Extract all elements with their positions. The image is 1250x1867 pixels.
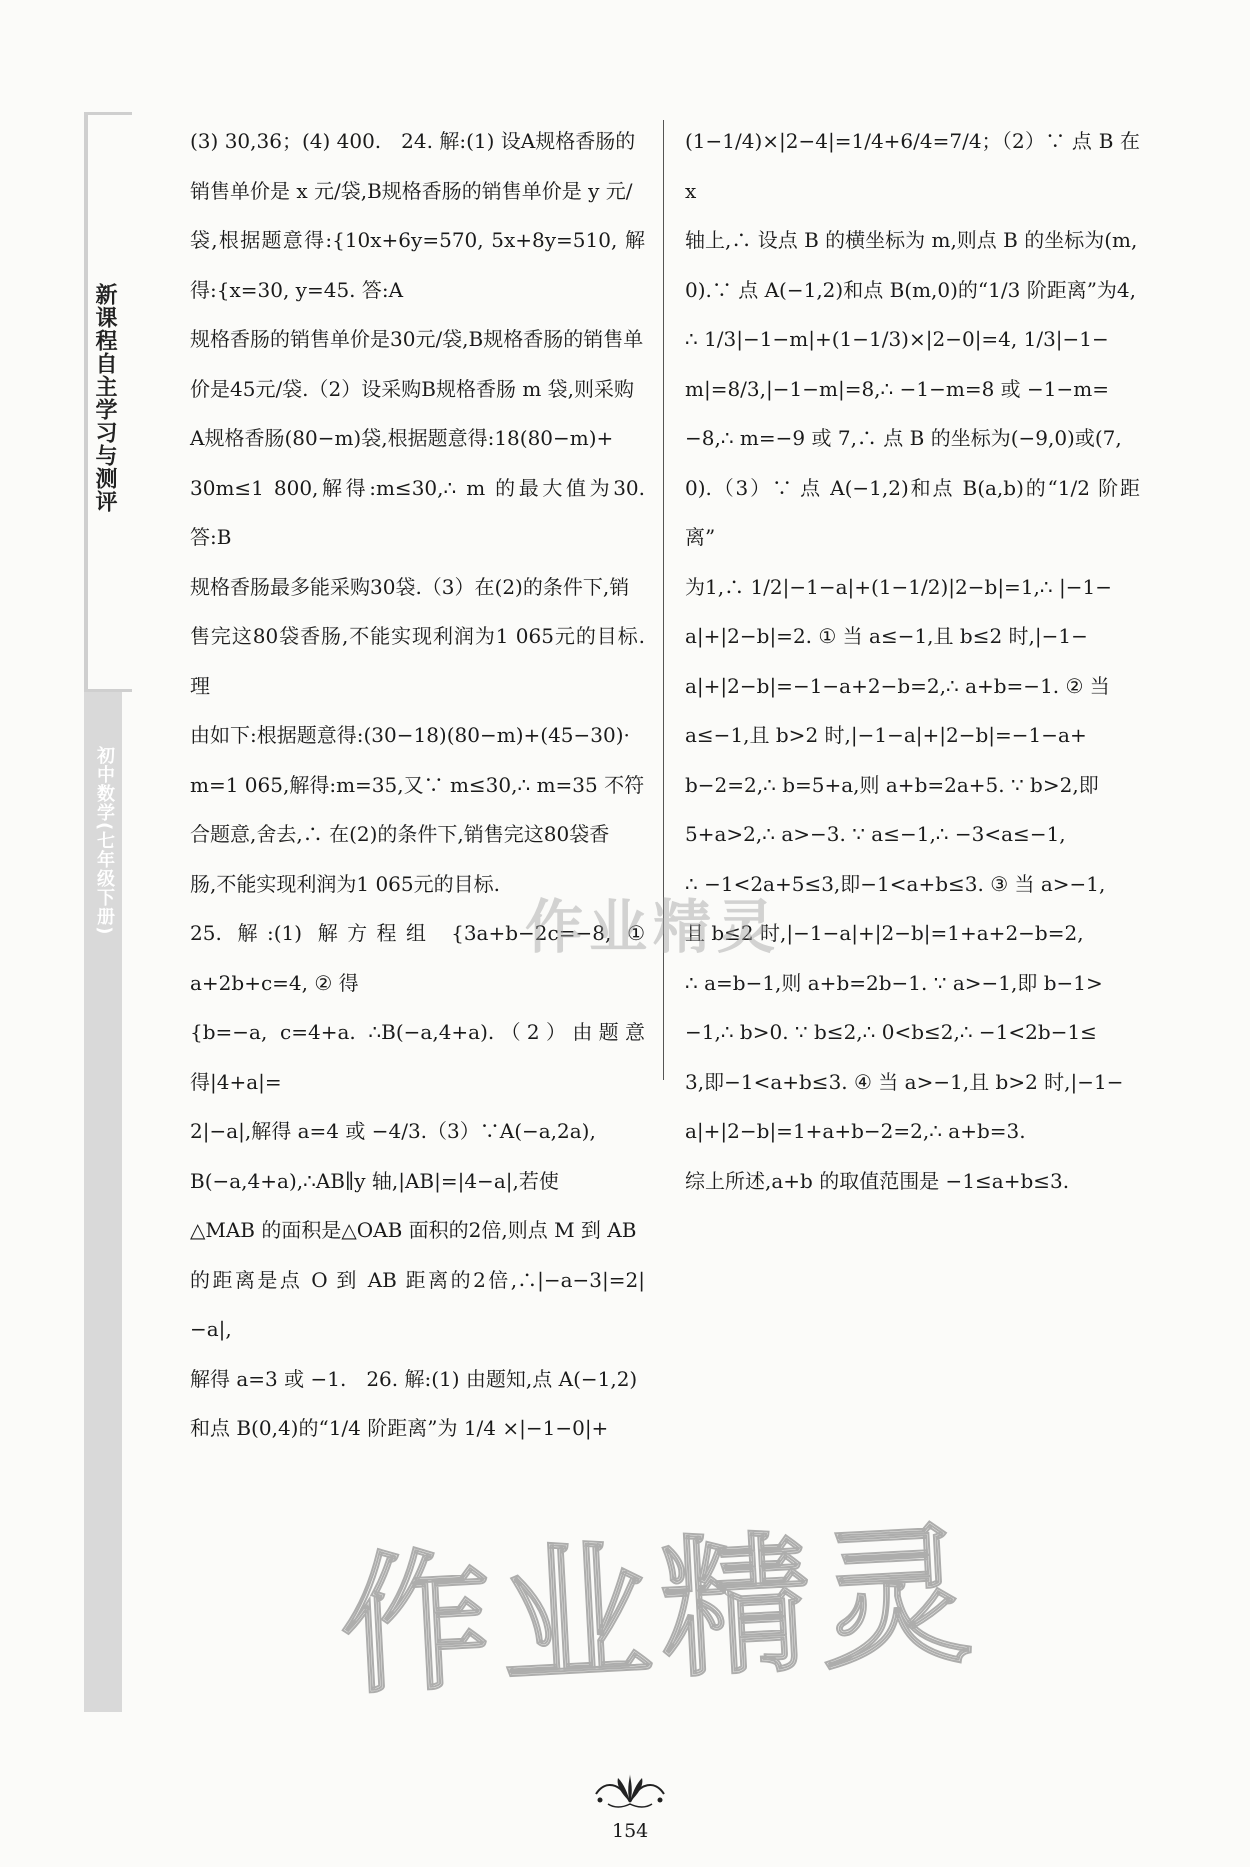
text-line: ∴ a=b−1,则 a+b=2b−1. ∵ a>−1,即 b−1>: [685, 970, 1103, 995]
left-column: [190, 117, 645, 1454]
ornament-icon: [590, 1772, 670, 1814]
text-line: −8,∴ m=−9 或 7,∴ 点 B 的坐标为(−9,0)或(7,: [685, 426, 1122, 450]
watermark-logo-small: 作业精灵: [525, 893, 782, 961]
text-line: B(−a,4+a),∴AB∥y 轴,|AB|=|4−a|,若使: [190, 1168, 559, 1193]
text-line: 的距离是点 O 到 AB 距离的2倍,∴|−a−3|=2|−a|,: [190, 1267, 645, 1341]
text-line: 25. 解:(1) 解方程组 {3a+b−2c=−8, ① a+2b+c=4, ② 得: [190, 921, 645, 995]
text-line: △MAB 的面积是△OAB 面积的2倍,则点 M 到 AB: [190, 1218, 637, 1242]
text-line: 2|−a|,解得 a=4 或 −4/3.（3）∵A(−a,2a),: [190, 1119, 596, 1143]
text-line: a≤−1,且 b>2 时,|−1−a|+|2−b|=−1−a+: [685, 723, 1087, 747]
text-line: b−2=2,∴ b=5+a,则 a+b=2a+5. ∵ b>2,即: [685, 772, 1099, 797]
text-line: 销售单价是 x 元/袋,B规格香肠的销售单价是 y 元/: [190, 178, 633, 203]
text-line: a|+|2−b|=2. ① 当 a≤−1,且 b≤2 时,|−1−: [685, 624, 1088, 648]
text-line: {b=−a, c=4+a. ∴B(−a,4+a).（2）由题意得|4+a|=: [190, 1020, 645, 1094]
subject-label: 初中数学(七年级下册): [94, 746, 115, 936]
text-line: 0).（3）∵ 点 A(−1,2)和点 B(a,b)的“1/2 阶距离”: [685, 475, 1140, 549]
text-line: 由如下:根据题意得:(30−18)(80−m)+(45−30)·: [190, 723, 630, 747]
text-line: (3) 30,36；(4) 400. 24. 解:(1) 设A规格香肠的: [190, 129, 636, 153]
text-line: (1−1/4)×|2−4|=1/4+6/4=7/4；（2）∵ 点 B 在 x: [685, 129, 1140, 203]
right-column: [685, 117, 1140, 1206]
text-line: 规格香肠的销售单价是30元/袋,B规格香肠的销售单: [190, 327, 644, 351]
series-title: 新课程自主学习与测评: [92, 283, 117, 513]
text-line: a|+|2−b|=1+a+b−2=2,∴ a+b=3.: [685, 1119, 1026, 1143]
text-line: 规格香肠最多能采购30袋.（3）在(2)的条件下,销: [190, 574, 630, 599]
text-line: 解得 a=3 或 −1. 26. 解:(1) 由题知,点 A(−1,2): [190, 1366, 638, 1391]
text-line: A规格香肠(80−m)袋,根据题意得:18(80−m)+: [190, 426, 614, 450]
watermark-logo: 作业精灵: [336, 1508, 985, 1716]
text-line: m|=8/3,|−1−m|=8,∴ −1−m=8 或 −1−m=: [685, 376, 1109, 401]
text-line: 3,即−1<a+b≤3. ④ 当 a>−1,且 b>2 时,|−1−: [685, 1069, 1124, 1094]
text-line: −1,∴ b>0. ∵ b≤2,∴ 0<b≤2,∴ −1<2b−1≤: [685, 1020, 1097, 1044]
text-line: 为1,∴ 1/2|−1−a|+(1−1/2)|2−b|=1,∴ |−1−: [685, 574, 1112, 599]
text-line: 售完这80袋香肠,不能实现利润为1 065元的目标.理: [190, 624, 645, 698]
text-line: 综上所述,a+b 的取值范围是 −1≤a+b≤3.: [685, 1168, 1070, 1193]
text-line: 价是45元/袋.（2）设采购B规格香肠 m 袋,则采购: [190, 376, 635, 401]
text-line: 合题意,舍去,∴ 在(2)的条件下,销售完这80袋香: [190, 822, 610, 846]
text-line: ∴ −1<2a+5≤3,即−1<a+b≤3. ③ 当 a>−1,: [685, 871, 1106, 896]
text-line: 且 b≤2 时,|−1−a|+|2−b|=1+a+2−b=2,: [685, 921, 1084, 945]
text-line: 30m≤1 800,解得:m≤30,∴ m 的最大值为30.答:B: [190, 475, 645, 549]
text-line: 和点 B(0,4)的“1/4 阶距离”为 1/4 ×|−1−0|+: [190, 1416, 609, 1440]
text-line: 袋,根据题意得:{10x+6y=570, 5x+8y=510, 解得:{x=30, y=45. 答:A: [190, 228, 645, 302]
text-line: 肠,不能实现利润为1 065元的目标.: [190, 871, 500, 896]
text-line: 0).∵ 点 A(−1,2)和点 B(m,0)的“1/3 阶距离”为4,: [685, 277, 1136, 302]
text-line: m=1 065,解得:m=35,又∵ m≤30,∴ m=35 不符: [190, 772, 645, 797]
text-line: 5+a>2,∴ a>−3. ∵ a≤−1,∴ −3<a≤−1,: [685, 822, 1066, 846]
text-line: a|+|2−b|=−1−a+2−b=2,∴ a+b=−1. ② 当: [685, 673, 1110, 698]
text-line: ∴ 1/3|−1−m|+(1−1/3)×|2−0|=4, 1/3|−1−: [685, 327, 1109, 351]
page-number: 154: [612, 1820, 649, 1842]
text-line: 轴上,∴ 设点 B 的横坐标为 m,则点 B 的坐标为(m,: [685, 228, 1138, 252]
